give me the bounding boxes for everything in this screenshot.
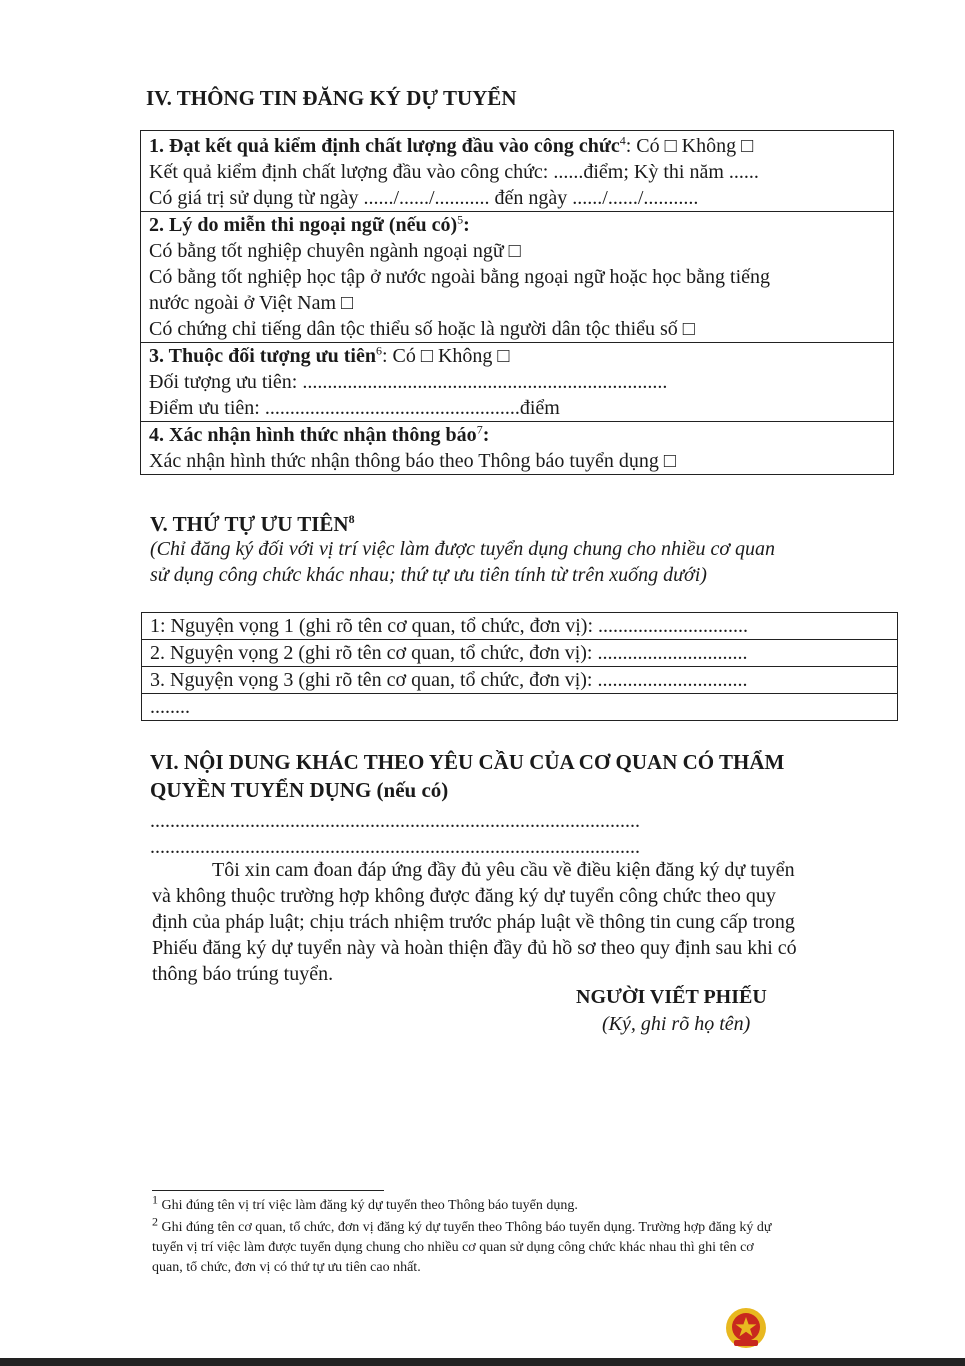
- colon: :: [482, 424, 490, 446]
- option-language-degree[interactable]: Có bằng tốt nghiệp chuyên ngành ngoại ngữ □: [149, 240, 521, 262]
- row-1-result-line[interactable]: Kết quả kiểm định chất lượng đầu vào công chức: ......điểm; Kỳ thi năm ......: [149, 161, 759, 183]
- declaration-line-1: Tôi xin cam đoan đáp ứng đầy đủ yêu cầu về điều kiện đăng ký dự tuyển: [212, 859, 795, 881]
- declaration-line-2: và không thuộc trường hợp không được đăng ký dự tuyển công chức theo quy: [152, 885, 776, 907]
- footnote-2-text-end: quan, tổ chức, đơn vị có thứ tự ưu tiên cao nhất.: [152, 1260, 421, 1275]
- priority-points-field[interactable]: Điểm ưu tiên: ...................................................điểm: [149, 397, 560, 419]
- section-5-title: [150, 512, 355, 537]
- section-6-title-cont: QUYỀN TUYỂN DỤNG (nếu có): [150, 778, 449, 802]
- option-ethnic-language[interactable]: Có chứng chỉ tiếng dân tộc thiểu số hoặc là người dân tộc thiểu số □: [149, 318, 695, 340]
- preference-row-2[interactable]: [142, 639, 897, 666]
- preference-row-more[interactable]: [142, 693, 897, 720]
- row-1-heading: 1. Đạt kết quả kiểm định chất lượng đầu vào công chức: [149, 135, 620, 157]
- footnote-ref: 7: [476, 422, 483, 437]
- section-5-note-cont: sử dụng công chức khác nhau; thứ tự ưu tiên tính từ trên xuống dưới): [150, 564, 707, 586]
- priority-group-field[interactable]: Đối tượng ưu tiên: .........................................................................: [149, 371, 668, 393]
- row-4-heading: 4. Xác nhận hình thức nhận thông báo: [149, 424, 477, 446]
- preference-1-text: 1: Nguyện vọng 1 (ghi rõ tên cơ quan, tổ chức, đơn vị): ..............................: [150, 615, 749, 637]
- footnote-ref: 4: [619, 133, 626, 148]
- preference-more-text: ........: [150, 696, 190, 718]
- row-3-options[interactable]: : Có □ Không □: [381, 345, 510, 367]
- national-emblem-icon: [724, 1306, 768, 1350]
- scan-bottom-edge: [0, 1358, 965, 1366]
- other-content-line-1[interactable]: ..................................................................................................: [150, 810, 640, 832]
- row-1-validity-line[interactable]: Có giá trị sử dụng từ ngày ....../....../........... đến ngày ....../....../...........: [149, 187, 699, 209]
- row-2-heading: 2. Lý do miễn thi ngoại ngữ (nếu có): [149, 214, 458, 236]
- footnote-ref: 8: [348, 512, 355, 526]
- footnote-divider: [152, 1190, 384, 1191]
- footnote-1: [152, 1192, 578, 1216]
- footnote-2-text: Ghi đúng tên cơ quan, tổ chức, đơn vị đăng ký dự tuyển theo Thông báo tuyển dụng. Trường hợp đăng ký dự: [161, 1220, 772, 1235]
- signature-title: NGƯỜI VIẾT PHIẾU: [576, 986, 767, 1008]
- row-notification-method: [141, 421, 893, 474]
- preference-row-1[interactable]: [142, 613, 897, 639]
- option-foreign-study-cont[interactable]: nước ngoài ở Việt Nam □: [149, 292, 354, 314]
- other-content-line-2[interactable]: ..................................................................................................: [150, 836, 640, 858]
- colon: :: [463, 214, 470, 236]
- declaration-line-4: Phiếu đăng ký dự tuyển này và hoàn thiện đầy đủ hồ sơ theo quy định sau khi có: [152, 937, 797, 959]
- section-4-table: [140, 130, 894, 475]
- preference-row-3[interactable]: [142, 666, 897, 693]
- footnote-2-number: 2: [152, 1214, 158, 1229]
- declaration-line-3: định của pháp luật; chịu trách nhiệm trước pháp luật về thông tin cung cấp trong: [152, 911, 795, 933]
- row-1-options[interactable]: : Có □ Không □: [625, 135, 754, 157]
- preference-3-text: 3. Nguyện vọng 3 (ghi rõ tên cơ quan, tổ chức, đơn vị): ..............................: [150, 669, 748, 691]
- notification-confirm-option[interactable]: Xác nhận hình thức nhận thông báo theo Thông báo tuyển dụng □: [149, 450, 676, 472]
- option-foreign-study[interactable]: Có bằng tốt nghiệp học tập ở nước ngoài bằng ngoại ngữ hoặc học bằng tiếng: [149, 266, 771, 288]
- section-4-title: IV. THÔNG TIN ĐĂNG KÝ DỰ TUYỂN: [146, 86, 517, 110]
- footnote-1-text: Ghi đúng tên vị trí việc làm đăng ký dự tuyển theo Thông báo tuyển dụng.: [161, 1198, 578, 1213]
- row-language-exemption: [141, 211, 893, 342]
- section-5-title-text: V. THỨ TỰ ƯU TIÊN: [150, 512, 349, 536]
- footnote-1-number: 1: [152, 1192, 158, 1207]
- row-entrance-quality: [141, 131, 893, 211]
- row-priority-group: [141, 342, 893, 421]
- section-5-note: (Chỉ đăng ký đối với vị trí việc làm được tuyển dụng chung cho nhiều cơ quan: [150, 538, 775, 560]
- footnote-ref: 6: [375, 343, 382, 358]
- footnote-2: [152, 1214, 772, 1238]
- signature-subtitle[interactable]: (Ký, ghi rõ họ tên): [602, 1013, 751, 1035]
- declaration-line-5: thông báo trúng tuyển.: [152, 963, 334, 985]
- section-5-table: [141, 612, 898, 721]
- row-3-heading: 3. Thuộc đối tượng ưu tiên: [149, 345, 376, 367]
- footnote-ref: 5: [457, 212, 464, 227]
- preference-2-text: 2. Nguyện vọng 2 (ghi rõ tên cơ quan, tổ chức, đơn vị): ..............................: [150, 642, 748, 664]
- section-6-title: VI. NỘI DUNG KHÁC THEO YÊU CẦU CỦA CƠ QUAN CÓ THẨM: [150, 750, 785, 774]
- footnote-2-text-cont: tuyển vị trí việc làm được tuyển dụng chung cho nhiều cơ quan sử dụng công chức khác nhau thì ghi tên cơ: [152, 1240, 754, 1255]
